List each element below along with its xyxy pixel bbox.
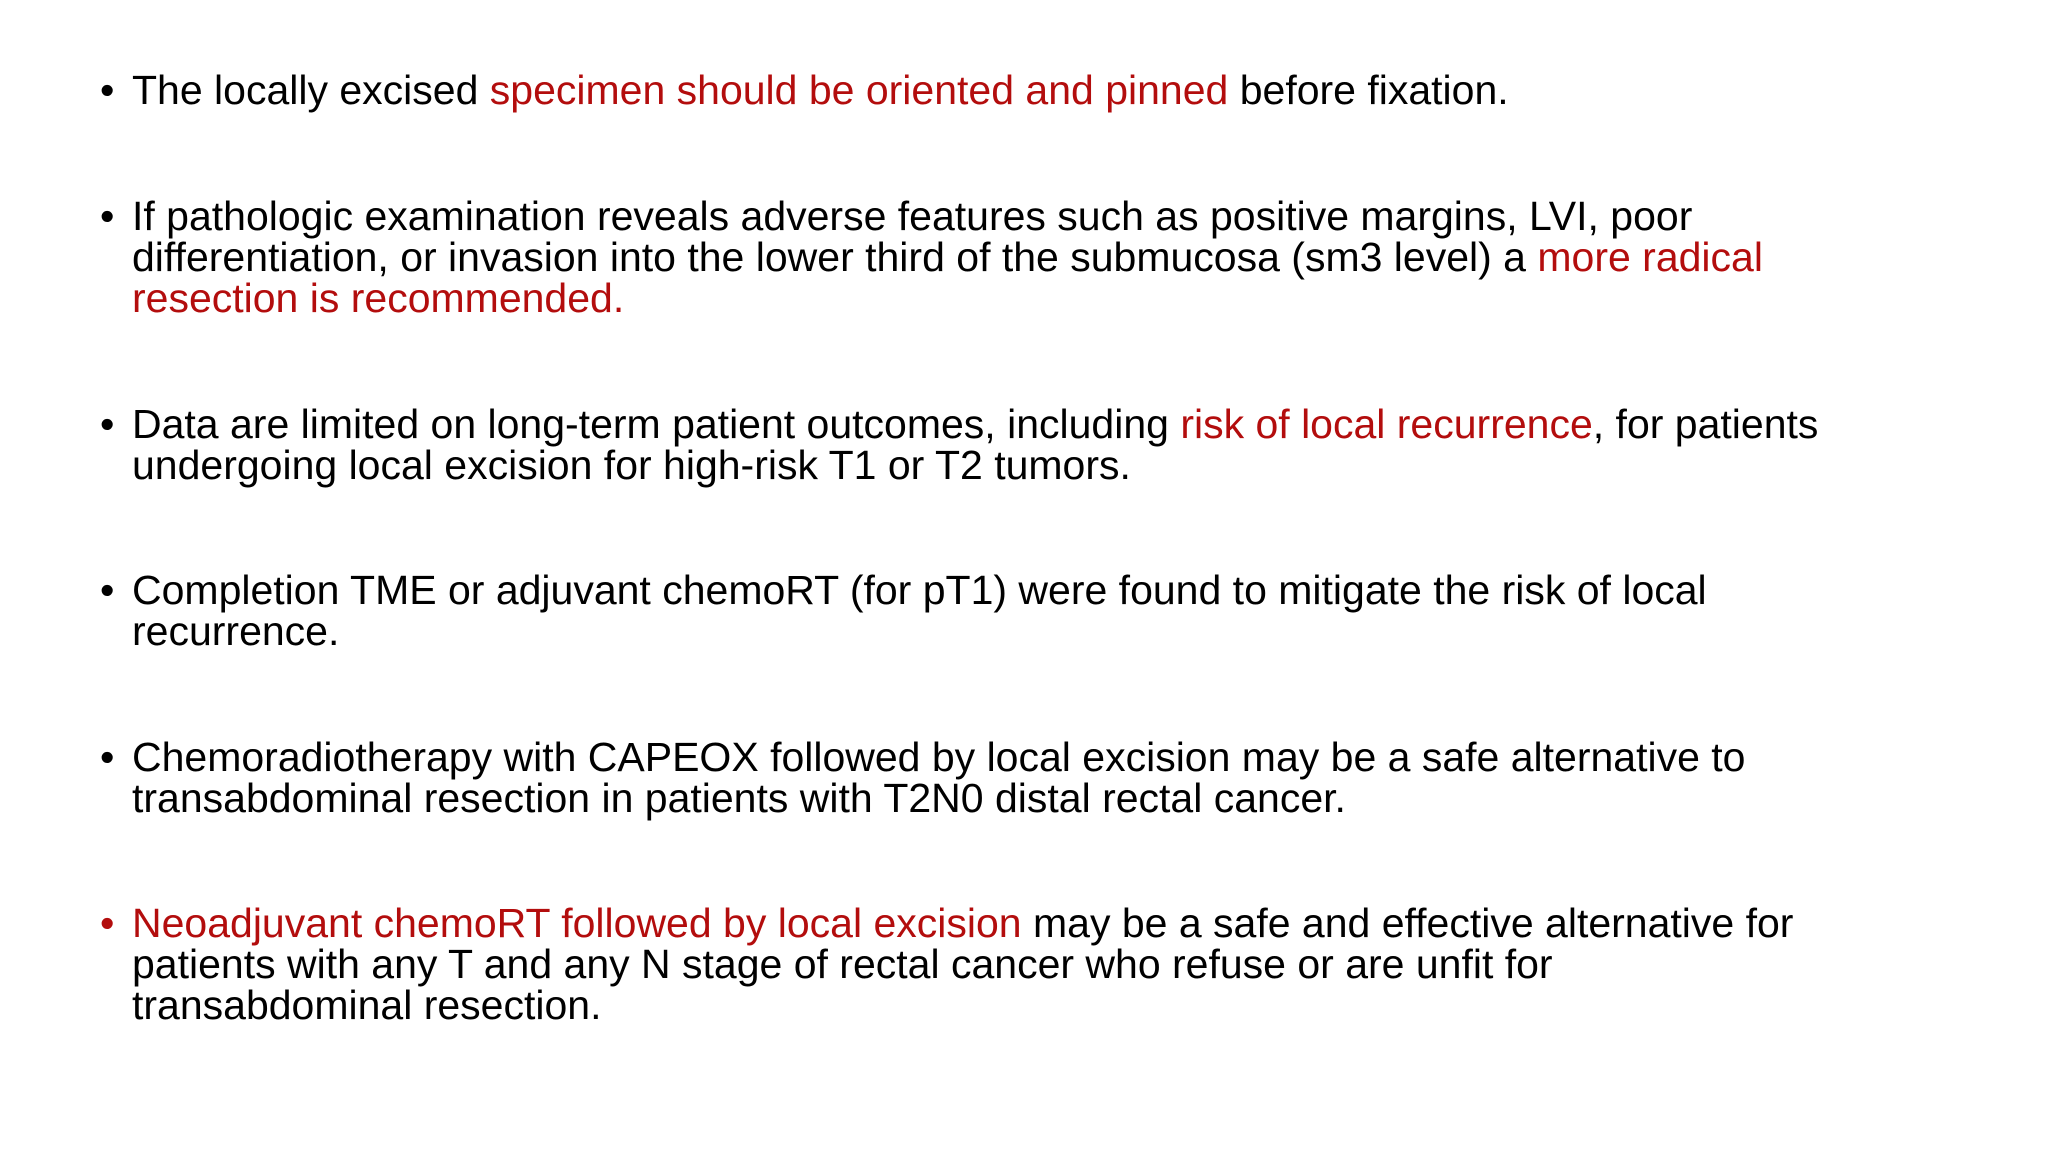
bullet-line [132, 982, 1972, 1028]
bullet-line [132, 608, 1972, 654]
bullet-line [132, 941, 1972, 987]
bullet-dot-icon: • [100, 401, 115, 447]
highlighted-text-run: resection is recommended. [132, 275, 625, 321]
bullet-line [132, 67, 1972, 113]
bullet-line [132, 401, 1972, 447]
text-run: Data are limited on long-term patient outcomes, including [132, 401, 1181, 447]
highlighted-text-run: Neoadjuvant chemoRT followed by local excision [132, 900, 1022, 946]
bullet-item [100, 193, 1972, 321]
bullet-line [132, 193, 1972, 239]
text-run: , for patients [1592, 401, 1819, 447]
bullet-dot-icon: • [100, 567, 115, 613]
text-run: may be a safe and effective alternative for [1021, 900, 1794, 946]
highlighted-text-run: specimen should be oriented and pinned [489, 67, 1229, 113]
bullet-line [132, 567, 1972, 613]
highlighted-text-run: risk of local recurrence [1180, 401, 1593, 447]
bullet-dot-icon: • [100, 900, 115, 946]
text-run: patients with any T and any N stage of rectal cancer who refuse or are unfit for [132, 941, 1553, 987]
highlighted-text-run: more radical [1537, 234, 1763, 280]
text-run: recurrence. [132, 608, 340, 654]
text-run: before fixation. [1228, 67, 1509, 113]
text-run: Completion TME or adjuvant chemoRT (for pT1) were found to mitigate the risk of local [132, 567, 1707, 613]
bullet-line [132, 234, 1972, 280]
bullet-line [132, 734, 1972, 780]
bullet-item [100, 67, 1972, 113]
bullet-item [100, 734, 1972, 821]
text-run: transabdominal resection in patients with T2N0 distal rectal cancer. [132, 775, 1346, 821]
bullet-dot-icon: • [100, 734, 115, 780]
text-run: undergoing local excision for high-risk T1 or T2 tumors. [132, 442, 1131, 488]
bullet-line [132, 775, 1972, 821]
bullet-line [132, 275, 1972, 321]
text-run: If pathologic examination reveals adverse features such as positive margins, LVI, poor [132, 193, 1693, 239]
text-run: transabdominal resection. [132, 982, 602, 1028]
bullet-dot-icon: • [100, 193, 115, 239]
text-run: The locally excised [132, 67, 490, 113]
text-run: Chemoradiotherapy with CAPEOX followed by local excision may be a safe alternative to [132, 734, 1746, 780]
bullet-item [100, 900, 1972, 1028]
bullet-item [100, 401, 1972, 488]
bullet-line [132, 442, 1972, 488]
bullet-line [132, 900, 1972, 946]
bullet-item [100, 567, 1972, 654]
bullet-dot-icon: • [100, 67, 115, 113]
text-run: differentiation, or invasion into the lower third of the submucosa (sm3 level) a [132, 234, 1538, 280]
